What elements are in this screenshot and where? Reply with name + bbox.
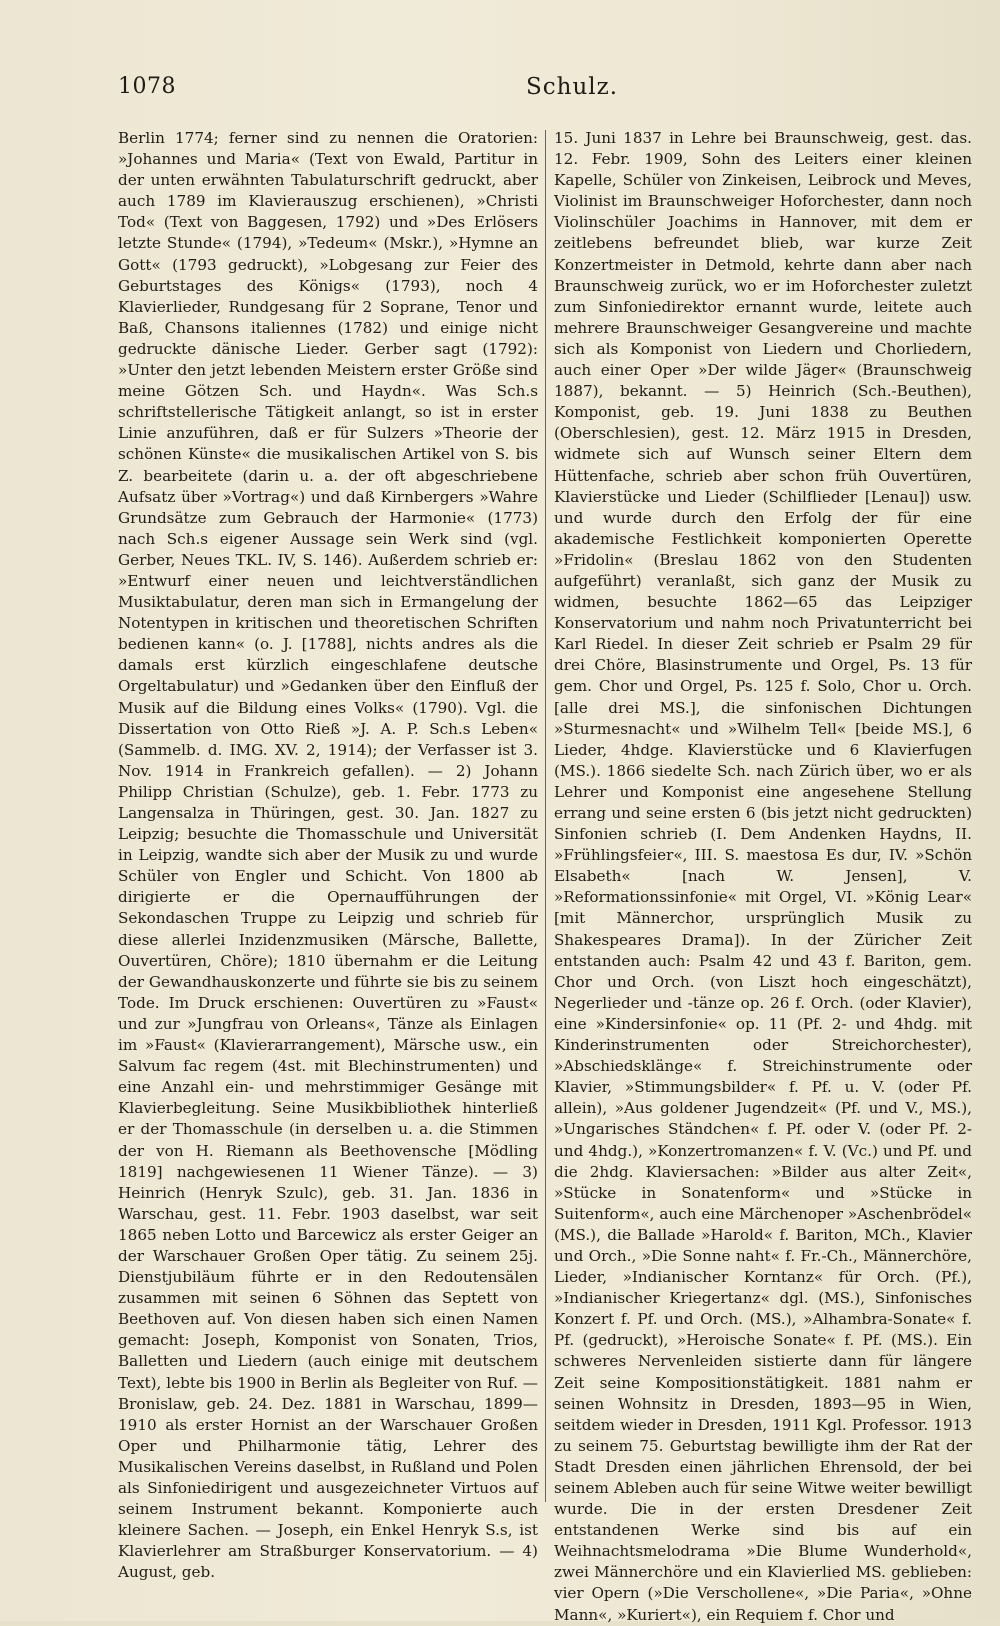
- right-column: [554, 128, 972, 1624]
- left-column-text: Berlin 1774; ferner sind zu nennen die Oratorien: »Johannes und Maria« (Text von Ewald, Partitur in der unten erwähnten Tabulaturschrift gedruckt, aber auch 1789 im Klavierauszug erschienen), »Christi Tod« (Text von Baggesen, 1792) und »Des Erlösers letzte Stunde« (1794), »Tedeum« (Mskr.), »Hymne an Gott« (1793 gedruckt), »Lobgesang zur Feier des Geburtstages des Königs« (1793), noch 4 Klavierlieder, Rundgesang für 2 Soprane, Tenor und Baß, Chansons italiennes (1782) und einige nicht gedruckte dänische Lieder. Gerber sagt (1792): »Unter den jetzt lebenden Meistern erster Größe sind meine Götzen Sch. und Haydn«. Was Sch.s schriftstellerische Tätigkeit anlangt, so ist in erster Linie anzuführen, daß er für Sulzers »Theorie der schönen Künste« die musikalischen Artikel von S. bis Z. bearbeitete (darin u. a. der oft abgeschriebene Aufsatz über »Vortrag«) und daß Kirnbergers »Wahre Grundsätze zum Gebrauch der Harmonie« (1773) nach Sch.s eigener Aussage sein Werk sind (vgl. Gerber, Neues TKL. IV, S. 146). Außerdem schrieb er: »Entwurf einer neuen und leichtverständlichen Musiktabulatur, deren man sich in Ermangelung der Notentypen in kritischen und theoretischen Schriften bedienen kann« (o. J. [1788], nichts andres als die damals erst kürzlich eingeschlafene deutsche Orgeltabulatur) und »Gedanken über den Einfluß der Musik auf die Bildung eines Volks« (1790). Vgl. die Dissertation von Otto Rieß »J. A. P. Sch.s Leben« (Sammelb. d. IMG. XV. 2, 1914); der Verfasser ist 3. Nov. 1914 in Frankreich gefallen). — 2) Johann Philipp Christian (Schulze), geb. 1. Febr. 1773 zu Langensalza in Thüringen, gest. 30. Jan. 1827 zu Leipzig; besuchte die Thomasschule und Universität in Leipzig, wandte sich aber der Musik zu und wurde Schüler von Engler und Schicht. Von 1800 ab dirigierte er die Opernaufführungen der Sekondaschen Truppe zu Leipzig und schrieb für diese allerlei Inzidenzmusiken (Märsche, Ballette, Ouvertüren, Chöre); 1810 übernahm er die Leitung der Gewandhauskonzerte und führte sie bis zu seinem Tode. Im Druck erschienen: Ouvertüren zu »Faust« und zur »Jungfrau von Orleans«, Tänze als Einlagen im »Faust« (Klavierarrangement), Märsche usw., ein Salvum fac regem (4st. mit Blechinstrumenten) und eine Anzahl ein- und mehrstimmiger Gesänge mit Klavierbegleitung. Seine Musikbibliothek hinterließ er der Thomasschule (in derselben u. a. die Stimmen der von H. Riemann als Beethovensche [Mödling 1819] nachgewiesenen 11 Wiener Tänze). — 3) Heinrich (Henryk Szulc), geb. 31. Jan. 1836 in Warschau, gest. 11. Febr. 1903 daselbst, war seit 1865 neben Lotto und Barcewicz als erster Geiger an der Warschauer Großen Oper tätig. Zu seinem 25j. Dienstjubiläum führte er in den Redoutensälen zusammen mit seinen 6 Söhnen das Septett von Beethoven auf. Von diesen haben sich einen Namen gemacht: Joseph, Komponist von Sonaten, Trios, Balletten und Liedern (auch einige mit deutschem Text), lebte bis 1900 in Berlin als Begleiter von Ruf. — Bronislaw, geb. 24. Dez. 1881 in Warschau, 1899—1910 als erster Hornist an der Warschauer Großen Oper und Philharmonie tätig, Lehrer des Musikalischen Vereins daselbst, in Rußland und Polen als Sinfoniedirigent und ausgezeichneter Virtuos auf seinem Instrument bekannt. Komponierte auch kleinere Sachen. — Joseph, ein Enkel Henryk S.s, ist Klavierlehrer am Straßburger Konservatorium. — 4) August, geb.: [118, 129, 538, 1582]
- right-column-text: 15. Juni 1837 in Lehre bei Braunschweig, gest. das. 12. Febr. 1909, Sohn des Leiters einer kleinen Kapelle, Schüler von Zinkeisen, Leibrock und Meves, Violinist im Braunschweiger Hoforchester, dann noch Violinschüler Joachims in Hannover, mit dem er zeitlebens befreundet blieb, war kurze Zeit Konzertmeister in Detmold, kehrte dann aber nach Braunschweig zurück, wo er im Hoforchester zuletzt zum Sinfoniedirektor ernannt wurde, leitete auch mehrere Braunschweiger Gesangvereine und machte sich als Komponist von Liedern und Chorliedern, auch einer Oper »Der wilde Jäger« (Braunschweig 1887), bekannt. — 5) Heinrich (Sch.-Beuthen), Komponist, geb. 19. Juni 1838 zu Beuthen (Oberschlesien), gest. 12. März 1915 in Dresden, widmete sich auf Wunsch seiner Eltern dem Hüttenfache, schrieb aber schon früh Ouvertüren, Klavierstücke und Lieder (Schilflieder [Lenau]) usw. und wurde durch den Erfolg der für eine akademische Festlichkeit komponierten Operette »Fridolin« (Breslau 1862 von den Studenten aufgeführt) veranlaßt, sich ganz der Musik zu widmen, besuchte 1862—65 das Leipziger Konservatorium und nahm noch Privatunterricht bei Karl Riedel. In dieser Zeit schrieb er Psalm 29 für drei Chöre, Blasinstrumente und Orgel, Ps. 13 für gem. Chor und Orgel, Ps. 125 f. Solo, Chor u. Orch. [alle drei MS.], die sinfonischen Dichtungen »Sturmesnacht« und »Wilhelm Tell« [beide MS.], 6 Lieder, 4hdge. Klavierstücke und 6 Klavierfugen (MS.). 1866 siedelte Sch. nach Zürich über, wo er als Lehrer und Komponist eine angesehene Stellung errang und seine ersten 6 (bis jetzt nicht gedruckten) Sinfonien schrieb (I. Dem Andenken Haydns, II. »Frühlingsfeier«, III. S. maestosa Es dur, IV. »Schön Elsabeth« [nach W. Jensen], V. »Reformationssinfonie« mit Orgel, VI. »König Lear« [mit Männerchor, ursprünglich Musik zu Shakespeares Drama]). In der Züricher Zeit entstanden auch: Psalm 42 und 43 f. Bariton, gem. Chor und Orch. (von Liszt hoch eingeschätzt), Negerlieder und -tänze op. 26 f. Orch. (oder Klavier), eine »Kindersinfonie« op. 11 (Pf. 2- und 4hdg. mit Kinderinstrumenten oder Streichorchester), »Abschiedsklänge« f. Streichinstrumente oder Klavier, »Stimmungsbilder« f. Pf. u. V. (oder Pf. allein), »Aus goldener Jugendzeit« (Pf. und V., MS.), »Ungarisches Ständchen« f. Pf. oder V. (oder Pf. 2- und 4hdg.), »Konzertromanzen« f. V. (Vc.) und Pf. und die 2hdg. Klaviersachen: »Bilder aus alter Zeit«, »Stücke in Sonatenform« und »Stücke in Suitenform«, auch eine Märchenoper »Aschenbrödel« (MS.), die Ballade »Harold« f. Bariton, MCh., Klavier und Orch., »Die Sonne naht« f. Fr.-Ch., Männerchöre, Lieder, »Indianischer Korntanz« für Orch. (Pf.), »Indianischer Kriegertanz« dgl. (MS.), Sinfonisches Konzert f. Pf. und Orch. (MS.), »Alhambra-Sonate« f. Pf. (gedruckt), »Heroische Sonate« f. Pf. (MS.). Ein schweres Nervenleiden sistierte dann für längere Zeit seine Kompositionstätigkeit. 1881 nahm er seinen Wohnsitz in Dresden, 1893—95 in Wien, seitdem wieder in Dresden, 1911 Kgl. Professor. 1913 zu seinem 75. Geburtstag bewilligte ihm der Rat der Stadt Dresden einen jährlichen Ehrensold, der bei seinem Ableben auch für seine Witwe weiter bewilligt wurde. Die in der ersten Dresdener Zeit entstandenen Werke sind bis auf ein Weihnachtsmelodrama »Die Blume Wunderhold«, zwei Männerchöre und ein Klavierlied MS. geblieben: vier Opern (»Die Verschollene«, »Die Paria«, »Ohne Mann«, »Kuriert«), ein Requiem f. Chor und: [554, 129, 972, 1624]
- page-header: [118, 74, 968, 114]
- left-column: [118, 128, 538, 1582]
- column-divider: [545, 130, 546, 1502]
- page-number: 1078: [118, 74, 176, 99]
- running-head: Schulz.: [526, 74, 619, 100]
